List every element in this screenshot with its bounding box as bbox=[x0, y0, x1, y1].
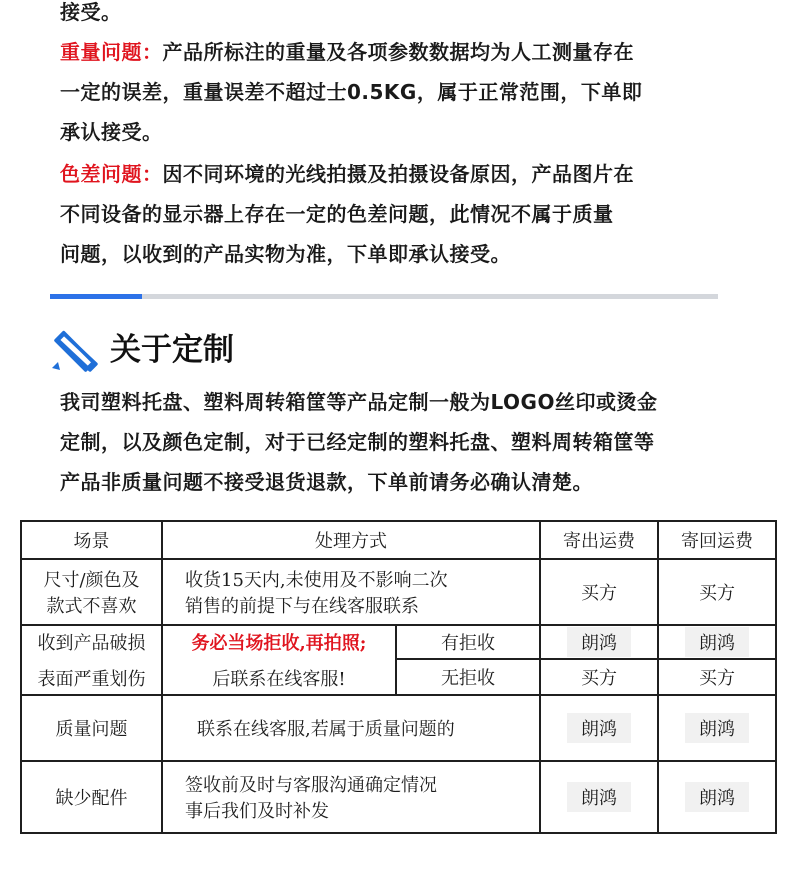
ship-out-cell bbox=[540, 695, 658, 761]
sub-case-cell: 有拒收 bbox=[396, 625, 540, 659]
custom-section-title: 关于定制 bbox=[110, 332, 234, 368]
scene-cell: 缺少配件 bbox=[21, 761, 162, 833]
method-line: 销售的前提下与在线客服联系 bbox=[185, 596, 419, 617]
method-cell bbox=[162, 559, 540, 625]
color-label: 色差问题： bbox=[60, 162, 163, 186]
weight-text-3: 承认接受。 bbox=[60, 120, 163, 144]
ship-back-cell bbox=[658, 761, 776, 833]
method-line: 后联系在线客服! bbox=[212, 669, 346, 690]
ship-back-value: 朗鸿 bbox=[685, 627, 749, 657]
custom-line-2: 定制，以及颜色定制，对于已经定制的塑料托盘、塑料周转箱筐等 bbox=[60, 430, 655, 454]
method-line: 事后我们及时补发 bbox=[185, 801, 329, 822]
ship-back-value: 朗鸿 bbox=[685, 782, 749, 812]
scene-line: 表面严重划伤 bbox=[37, 669, 146, 690]
ship-back-value: 朗鸿 bbox=[685, 713, 749, 743]
notice-line-0: 接受。 bbox=[60, 0, 122, 24]
scene-line: 尺寸/颜色及 bbox=[43, 570, 140, 591]
ruler-pencil-icon bbox=[48, 326, 98, 372]
section-divider-accent bbox=[50, 294, 142, 299]
ship-back-cell: 买方 bbox=[658, 659, 776, 695]
custom-intro bbox=[60, 382, 760, 502]
after-sales-table bbox=[20, 520, 777, 834]
weight-notice bbox=[60, 32, 740, 152]
ship-out-cell bbox=[540, 625, 658, 659]
table-row bbox=[21, 761, 776, 833]
method-line: 收货15天内,未使用及不影响二次 bbox=[185, 570, 448, 591]
color-notice bbox=[60, 154, 740, 274]
method-cell bbox=[162, 761, 540, 833]
scene-line: 收到产品破损 bbox=[37, 633, 146, 654]
table-row bbox=[21, 559, 776, 625]
header-ship-out: 寄出运费 bbox=[540, 521, 658, 559]
section-divider bbox=[50, 294, 718, 299]
ship-back-cell bbox=[658, 625, 776, 659]
method-cell: 联系在线客服,若属于质量问题的 bbox=[162, 695, 540, 761]
scene-cell: 质量问题 bbox=[21, 695, 162, 761]
ship-back-cell bbox=[658, 695, 776, 761]
ship-back-cell: 买方 bbox=[658, 559, 776, 625]
method-warning: 务必当场拒收,再拍照; bbox=[191, 633, 367, 654]
table-header-row bbox=[21, 521, 776, 559]
table-row bbox=[21, 625, 776, 659]
sub-case-cell: 无拒收 bbox=[396, 659, 540, 695]
custom-line-1: 我司塑料托盘、塑料周转箱筐等产品定制一般为LOGO丝印或烫金 bbox=[60, 390, 658, 414]
weight-text-1: 产品所标注的重量及各项参数数据均为人工测量存在 bbox=[162, 40, 634, 64]
table-row bbox=[21, 695, 776, 761]
ship-out-cell bbox=[540, 761, 658, 833]
ship-out-cell: 买方 bbox=[540, 659, 658, 695]
ship-out-value: 朗鸿 bbox=[567, 782, 631, 812]
scene-line: 款式不喜欢 bbox=[46, 596, 137, 617]
method-cell bbox=[162, 625, 396, 695]
weight-label: 重量问题： bbox=[60, 40, 163, 64]
method-line: 签收前及时与客服沟通确定情况 bbox=[185, 775, 437, 796]
weight-text-2: 一定的误差，重量误差不超过士0.5KG，属于正常范围，下单即 bbox=[60, 80, 643, 104]
ship-out-cell: 买方 bbox=[540, 559, 658, 625]
scene-cell bbox=[21, 625, 162, 695]
header-method: 处理方式 bbox=[162, 521, 540, 559]
color-text-3: 问题，以收到的产品实物为准，下单即承认接受。 bbox=[60, 242, 511, 266]
color-text-2: 不同设备的显示器上存在一定的色差问题，此情况不属于质量 bbox=[60, 202, 614, 226]
header-ship-back: 寄回运费 bbox=[658, 521, 776, 559]
color-text-1: 因不同环境的光线拍摄及拍摄设备原因，产品图片在 bbox=[162, 162, 634, 186]
header-scene: 场景 bbox=[21, 521, 162, 559]
ship-out-value: 朗鸿 bbox=[567, 713, 631, 743]
custom-line-3: 产品非质量问题不接受退货退款，下单前请务必确认清楚。 bbox=[60, 470, 593, 494]
scene-cell bbox=[21, 559, 162, 625]
ship-out-value: 朗鸿 bbox=[567, 627, 631, 657]
